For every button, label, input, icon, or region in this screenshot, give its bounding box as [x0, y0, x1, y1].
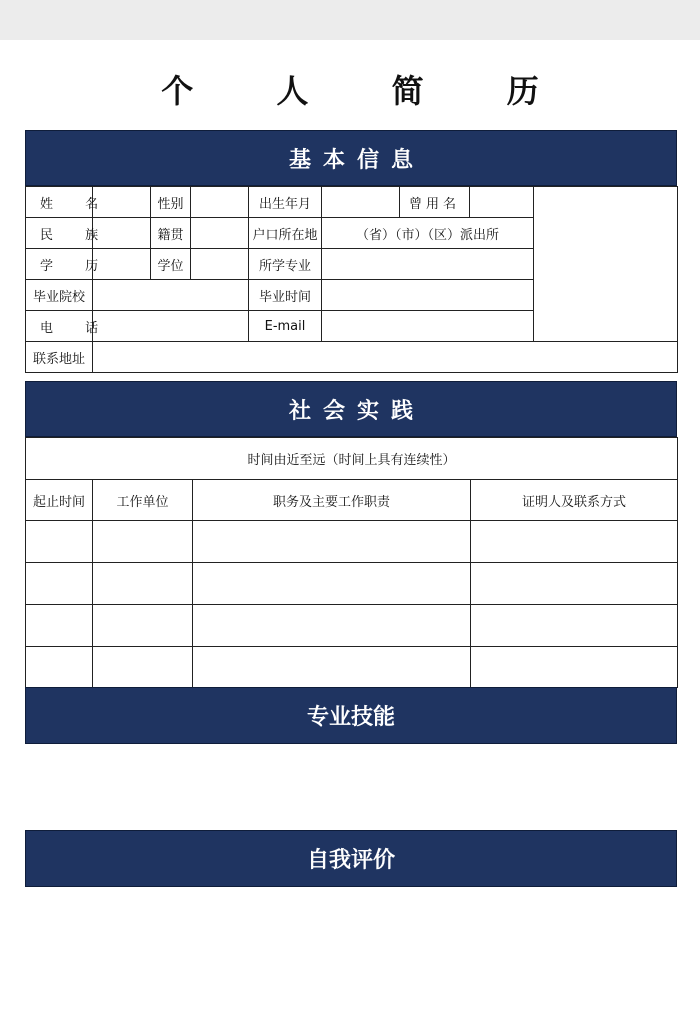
field-gender[interactable] — [191, 187, 249, 218]
field-household[interactable]: （省）（市）（区）派出所 — [322, 218, 534, 249]
cell-employer[interactable] — [93, 647, 193, 688]
label-address: 联系地址 — [26, 342, 93, 373]
header-period: 起止时间 — [26, 480, 93, 521]
field-grad-time[interactable] — [322, 280, 534, 311]
field-major[interactable] — [322, 249, 534, 280]
field-former-name[interactable] — [470, 187, 534, 218]
skills-content-area[interactable] — [25, 744, 677, 830]
cell-duties[interactable] — [193, 521, 471, 563]
practice-note: 时间由近至远（时间上具有连续性） — [26, 438, 678, 480]
cell-duties[interactable] — [193, 647, 471, 688]
cell-period[interactable] — [26, 647, 93, 688]
label-phone: 电 话 — [26, 311, 93, 342]
cell-reference[interactable] — [471, 647, 678, 688]
cell-reference[interactable] — [471, 605, 678, 647]
label-education: 学 历 — [26, 249, 93, 280]
field-school[interactable] — [93, 280, 249, 311]
label-gender: 性别 — [151, 187, 191, 218]
section-self-eval-header: 自我评价 — [25, 830, 677, 887]
label-degree: 学位 — [151, 249, 191, 280]
cell-reference[interactable] — [471, 521, 678, 563]
header-duties: 职务及主要工作职责 — [193, 480, 471, 521]
cell-employer[interactable] — [93, 563, 193, 605]
label-birth: 出生年月 — [249, 187, 322, 218]
cell-reference[interactable] — [471, 563, 678, 605]
cell-employer[interactable] — [93, 605, 193, 647]
cell-period[interactable] — [26, 605, 93, 647]
field-address[interactable] — [93, 342, 678, 373]
field-phone[interactable] — [93, 311, 249, 342]
field-birth[interactable] — [322, 187, 400, 218]
table-row — [26, 647, 678, 688]
label-major: 所学专业 — [249, 249, 322, 280]
cell-duties[interactable] — [193, 605, 471, 647]
cell-period[interactable] — [26, 563, 93, 605]
field-email[interactable] — [322, 311, 534, 342]
section-skills-header: 专业技能 — [25, 687, 677, 744]
cell-period[interactable] — [26, 521, 93, 563]
cell-duties[interactable] — [193, 563, 471, 605]
label-native-place: 籍贯 — [151, 218, 191, 249]
table-row — [26, 521, 678, 563]
label-household: 户口所在地 — [249, 218, 322, 249]
self-eval-content-area[interactable] — [25, 887, 677, 1017]
section-basic-header: 基本信息 — [25, 130, 677, 186]
label-ethnicity: 民 族 — [26, 218, 93, 249]
label-email: E-mail — [249, 311, 322, 342]
page-title: 个 人 简 历 — [161, 72, 575, 110]
practice-table — [25, 437, 678, 688]
top-bar — [0, 0, 700, 40]
basic-info-table — [25, 186, 678, 373]
photo-cell[interactable] — [534, 187, 678, 342]
header-employer: 工作单位 — [93, 480, 193, 521]
table-row — [26, 563, 678, 605]
label-name: 姓 名 — [26, 187, 93, 218]
field-degree[interactable] — [191, 249, 249, 280]
label-former-name: 曾用名 — [400, 187, 470, 218]
cell-employer[interactable] — [93, 521, 193, 563]
section-social-header: 社会实践 — [25, 381, 677, 437]
label-grad-time: 毕业时间 — [249, 280, 322, 311]
table-row — [26, 605, 678, 647]
header-reference: 证明人及联系方式 — [471, 480, 678, 521]
label-school: 毕业院校 — [26, 280, 93, 311]
field-native-place[interactable] — [191, 218, 249, 249]
